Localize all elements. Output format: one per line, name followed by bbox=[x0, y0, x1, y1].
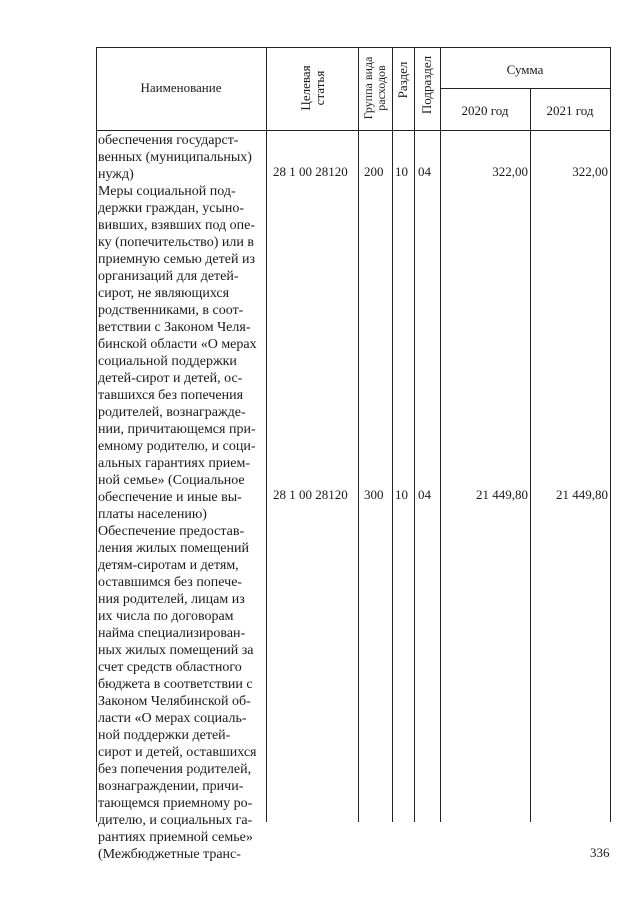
sum-subheader-border bbox=[440, 88, 610, 89]
col-border bbox=[266, 47, 267, 822]
row-1-group: 200 bbox=[364, 164, 384, 179]
header-section: Раздел bbox=[395, 61, 410, 99]
col-border bbox=[96, 47, 97, 822]
row-1-2020: 322,00 bbox=[492, 164, 528, 179]
row-1-section: 10 bbox=[395, 164, 408, 179]
header-group: Группа вида расходов bbox=[361, 56, 388, 120]
col-border bbox=[530, 88, 531, 822]
page-number: 336 bbox=[590, 845, 610, 860]
row-1-2021: 322,00 bbox=[572, 164, 608, 179]
header-name: Наименование bbox=[140, 80, 222, 95]
row-1-subsection: 04 bbox=[418, 164, 431, 179]
header-bottom-border bbox=[96, 130, 610, 131]
row-1-target: 28 1 00 28120 bbox=[273, 164, 348, 179]
header-year-2021: 2021 год bbox=[546, 103, 594, 118]
row-name: обеспечения государст- венных (муниципальных) нужд) Меры социальной под- держки граждан, усыно- вивших, взявших под опе- ку (попечительство) или в приемную семью детей из организаций для детей- сирот, не являющихся родственниками, в соот- ветствии с Законом Челя- бинской области «О мерах социальной поддержки детей-сирот и детей, ос- тавшихся без попечения родителей, вознагражде- нии, причитающемся при- емному родителю, и соци- альных гарантиях прием- ной семье» (Социальное обеспечение и иные вы- платы населению) Обеспечение предостав- ления жилых помещений детям-сиротам и детям, оставшимся без попече- ния родителей, лицам из их числа по договорам найма специализирован- ных жилых помещений за счет средств областного бюджета в соответствии с Законом Челябинской об- ласти «О мерах социаль- ной поддержки детей- сирот и детей, оставшихся без попечения родителей, вознаграждении, причи- тающемся приемному ро- дителю, и социальных га- рантиях приемной семье» (Межбюджетные транс- bbox=[98, 133, 257, 862]
col-border bbox=[414, 47, 415, 822]
header-subsection: Подраздел bbox=[419, 55, 434, 115]
row-2-group: 300 bbox=[364, 487, 384, 502]
table-top-border bbox=[96, 47, 610, 48]
header-year-2020: 2020 год bbox=[461, 103, 509, 118]
row-2-2020: 21 449,80 bbox=[476, 487, 528, 502]
col-border bbox=[358, 47, 359, 822]
row-2-2021: 21 449,80 bbox=[556, 487, 608, 502]
header-target: Целевая статья bbox=[298, 65, 327, 111]
col-border bbox=[610, 47, 611, 822]
row-2-subsection: 04 bbox=[418, 487, 431, 502]
row-2-section: 10 bbox=[395, 487, 408, 502]
header-sum: Сумма bbox=[506, 62, 544, 77]
col-border bbox=[392, 47, 393, 822]
row-2-target: 28 1 00 28120 bbox=[273, 487, 348, 502]
